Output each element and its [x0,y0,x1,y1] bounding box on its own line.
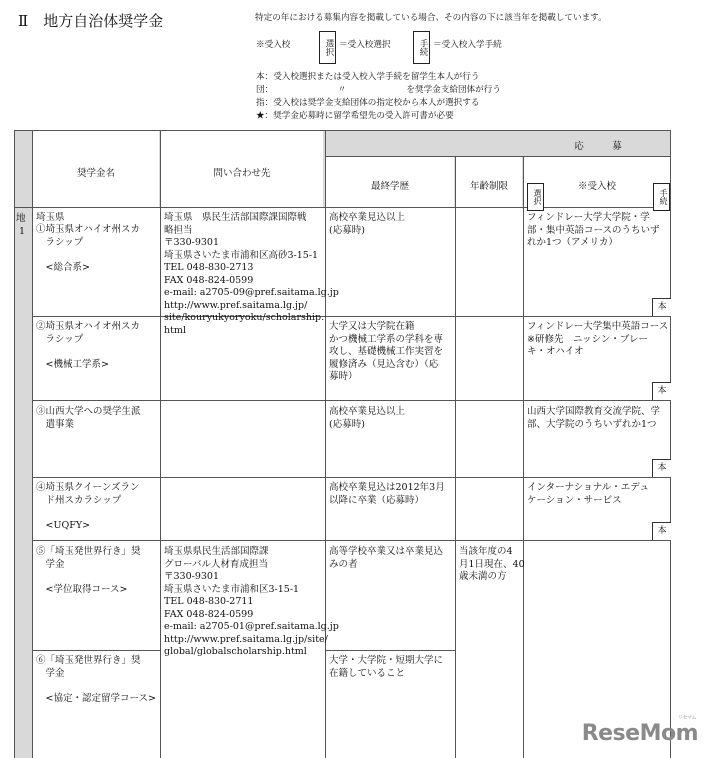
legend-procedure-eq: ＝受入校入学手続 [433,40,502,50]
scholarship-name: ④埼玉県クイーンズラン ド州スカラシップ <UQFY> [36,482,140,531]
grid-line [670,130,671,758]
grid-line [32,650,160,651]
region-number: 1 [19,226,26,237]
age-limit: 当該年度の4 月1日現在、40 歳未満の方 [459,546,525,582]
header-procedure-box: 手続 [653,183,670,211]
legend-procedure-box: 手続 [413,31,430,64]
grid-line [32,130,33,758]
scholarship-name: ①埼玉県オハイオ州スカ ラシップ <総合系> [36,224,141,273]
header-select-box: 選択 [527,183,544,211]
header-school: ※受入校 [577,181,616,192]
education-requirement: 高校卒業見込以上 (応募時) [329,212,406,236]
intro-text: 特定の年における募集内容を掲載している場合、その内容の下に該当年を掲載しています。 [255,13,607,23]
logo-tagline: リセマム [678,715,696,721]
scholarship-name: ②埼玉県オハイオ州スカ ラシップ <機械工学系> [36,321,141,370]
contact-info: 埼玉県県民生活部国際課 グローバル人材育成担当 〒330-9301 埼玉県さいたま市浦和区3-15-1 TEL 048-830-2711 FAX 048-824-0599 e-mail: a2705-01@pref.saitama.lg.jp http://www.pref.saitama.lg.jp/site/ global/globalscholarship.html [164,546,339,657]
grid-line [455,156,456,758]
procedure-tag: 本 [652,298,671,316]
grid-line [523,156,524,758]
resemom-logo [581,715,698,746]
education-requirement: 高校卒業見込以上 (応募時) [329,406,406,430]
header-contact: 問い合わせ先 [213,168,271,179]
grid-line [32,540,670,541]
logo-text: ReseMom [581,721,698,746]
education-requirement: 高等学校卒業又は卒業見込 みの者 [329,546,444,570]
host-school: インターナショナル・エデュ ケーション・サービス [527,482,649,506]
grid-line [14,207,670,208]
procedure-tag: 本 [652,459,671,477]
header-age: 年齢制限 [469,181,508,192]
grid-line [14,130,670,131]
procedure-tag: 本 [652,382,671,400]
education-requirement: 大学・大学院・短期大学に 在籍していること [329,655,444,679]
region-label: 地 [16,213,26,224]
host-school: 山西大学国際教育交流学院、学 部、大学院のうちいずれか1つ [527,406,661,430]
procedure-tag: 本 [652,522,671,540]
prefecture-label: 埼玉県 [36,212,65,223]
region-column-bg [14,207,32,758]
legend-select-box: 選択 [319,31,336,64]
header-education: 最終学歴 [370,181,409,192]
scholarship-name: ⑥「埼玉発世界行き」奨 学金 <協定・認定留学コース> [36,655,156,704]
education-requirement: 高校卒業見込は2012年3月 以降に卒業（応募時） [329,482,445,506]
header-scholarship: 奨学金名 [76,168,115,179]
note-4: ★：奨学金応募時に留学希望先の受入許可書が必要 [256,111,454,121]
grid-line [32,316,670,317]
page-title: Ⅱ 地方自治体奨学金 [18,12,164,30]
note-2: 団： 〃 を奨学金支給団体が行う [256,85,501,95]
grid-line [325,650,455,651]
grid-line [32,477,670,478]
scholarship-name: ③山西大学への奨学生派 遣事業 [36,406,141,430]
education-requirement: 大学又は大学院在籍 かつ機械工学系の学科を専 攻し、基礎機械工作実習を 履修済み（見込含む）（応 募時） [329,321,444,382]
legend-label: ※受入校 [256,40,291,50]
host-school: フィンドレー大学集中英語コース ※研修先 ニッシン・ブレー キ・オハイオ [527,321,669,357]
legend-select-eq: ＝受入校選択 [339,40,391,50]
grid-line [14,130,15,758]
grid-line [32,400,670,401]
host-school: フィンドレー大学大学院・学 部・集中英語コースのうちいず れか1つ（アメリカ） [527,212,660,248]
contact-info: 埼玉県 県民生活部国際課国際戦 略担当 〒330-9301 埼玉県さいたま市浦和区高砂3-15-1 TEL 048-830-2713 FAX 048-824-0599 e-mail: a2705-09@pref.saitama.lg.jp http://www.pref.saitama.lg.jp/ site/kouryukyoryoku/scholarship. html [164,212,339,336]
note-1: 本：受入校選択または受入校入学手続を留学生本人が行う [256,72,480,82]
grid-line [325,156,670,157]
header-application: 応 募 [574,141,622,152]
note-3: 指：受入校は奨学金支給団体の指定校から本人が選択する [256,98,480,108]
grid-line [160,130,161,758]
scholarship-name: ⑤「埼玉発世界行き」奨 学金 <学位取得コース> [36,546,141,595]
